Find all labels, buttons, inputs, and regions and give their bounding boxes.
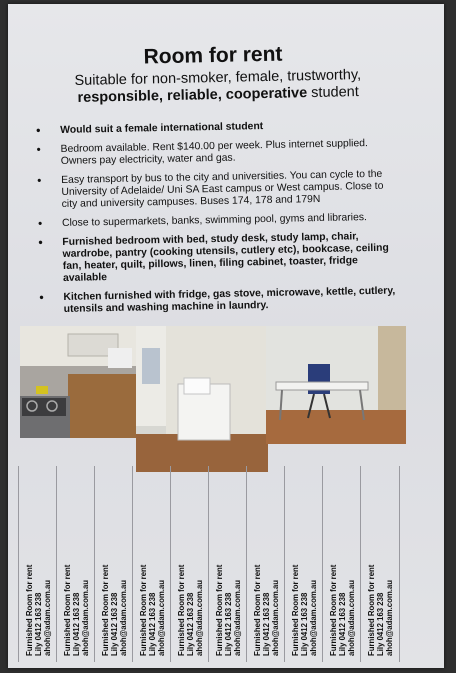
tear-off-email: ahoh@adam.com.au	[271, 579, 280, 656]
bullet-item: • Would suit a female international student	[28, 118, 400, 137]
tear-off-email: ahoh@adam.com.au	[309, 579, 318, 656]
tear-off-title: Furnished Room for rent	[63, 564, 72, 656]
tear-off-title: Furnished Room for rent	[253, 564, 262, 656]
tear-off-title: Furnished Room for rent	[139, 564, 148, 656]
tear-off-text	[291, 565, 318, 656]
tear-off-email: ahoh@adam.com.au	[157, 579, 166, 656]
tear-off-phone: Lily 0412 163 238	[186, 592, 195, 656]
tear-off-tab[interactable]	[246, 466, 285, 662]
flyer-title: Room for rent	[143, 42, 283, 69]
bullet-item: • Bedroom available. Rent $140.00 per week. Plus internet supplied. Owners pay electricity, water and gas.	[28, 137, 400, 168]
tear-off-email: ahoh@adam.com.au	[195, 579, 204, 656]
tear-off-tab[interactable]	[132, 466, 171, 662]
tear-off-text	[25, 565, 52, 656]
tear-off-email: ahoh@adam.com.au	[385, 579, 394, 656]
tear-off-phone: Lily 0412 163 238	[110, 592, 119, 656]
tear-off-tab[interactable]	[56, 466, 95, 662]
tear-off-email: ahoh@adam.com.au	[43, 579, 52, 656]
tear-off-phone: Lily 0412 163 238	[72, 592, 81, 656]
tear-off-text	[253, 565, 280, 656]
tear-off-tab[interactable]	[18, 466, 57, 662]
tear-off-tab[interactable]	[360, 466, 400, 662]
flyer-sheet	[8, 4, 444, 668]
tear-off-title: Furnished Room for rent	[215, 564, 224, 656]
tear-off-phone: Lily 0412 163 238	[224, 592, 233, 656]
tear-off-phone: Lily 0412 163 238	[376, 592, 385, 656]
tear-off-text	[63, 565, 90, 656]
tear-off-text	[367, 565, 394, 656]
flyer-subtitle	[38, 66, 399, 108]
tear-off-title: Furnished Room for rent	[329, 564, 338, 656]
subtitle-line-2-tail: student	[311, 84, 359, 102]
tear-off-phone: Lily 0412 163 238	[300, 592, 309, 656]
bullet-item: • Easy transport by bus to the city and universities. You can cycle to the University of Adelaide/ Uni SA East campus or West campus. Close to city and university campuses. Buses 174, 178 and 179N	[29, 168, 402, 211]
tear-off-text	[177, 565, 204, 656]
tear-off-title: Furnished Room for rent	[291, 564, 300, 656]
bedroom-photo	[136, 326, 268, 472]
tear-off-tab[interactable]	[208, 466, 247, 662]
tear-off-email: ahoh@adam.com.au	[81, 579, 90, 656]
tear-off-tab[interactable]	[322, 466, 361, 662]
features-list	[28, 118, 404, 323]
tear-off-phone: Lily 0412 163 238	[34, 592, 43, 656]
tear-off-phone: Lily 0412 163 238	[148, 592, 157, 656]
tear-off-title: Furnished Room for rent	[177, 564, 186, 656]
study-room-photo	[266, 326, 406, 444]
kitchen-photo	[20, 326, 140, 438]
tear-off-text	[329, 565, 356, 656]
tear-off-email: ahoh@adam.com.au	[119, 579, 128, 656]
tear-off-email: ahoh@adam.com.au	[347, 579, 356, 656]
tear-off-text	[101, 565, 128, 656]
tear-off-text	[215, 565, 242, 656]
bullet-item: • Close to supermarkets, banks, swimming pool, gyms and libraries.	[30, 211, 402, 230]
tear-off-text	[139, 565, 166, 656]
subtitle-line-1: Suitable for non-smoker, female, trustworthy,	[74, 67, 362, 90]
tear-off-title: Furnished Room for rent	[367, 564, 376, 656]
tear-off-title: Furnished Room for rent	[25, 564, 34, 656]
tear-off-tab[interactable]	[170, 466, 209, 662]
tear-off-title: Furnished Room for rent	[101, 564, 110, 656]
tear-off-tab[interactable]	[284, 466, 323, 662]
bullet-item: • Furnished bedroom with bed, study desk, study lamp, chair, wardrobe, pantry (cooking utensils, cutlery etc), bookcase, ceiling fan, heater, quilt, pillows, linen, filing cabinet, toaster, fridge available	[30, 230, 403, 285]
bullet-item: • Kitchen furnished with fridge, gas stove, microwave, kettle, cutlery, utensils and washing machine in laundry.	[31, 285, 403, 316]
tear-off-email: ahoh@adam.com.au	[233, 579, 242, 656]
tear-off-tab[interactable]	[94, 466, 133, 662]
tear-off-phone: Lily 0412 163 238	[262, 592, 271, 656]
subtitle-line-2-main: responsible, reliable, cooperative	[77, 85, 308, 106]
tear-off-phone: Lily 0412 163 238	[338, 592, 347, 656]
